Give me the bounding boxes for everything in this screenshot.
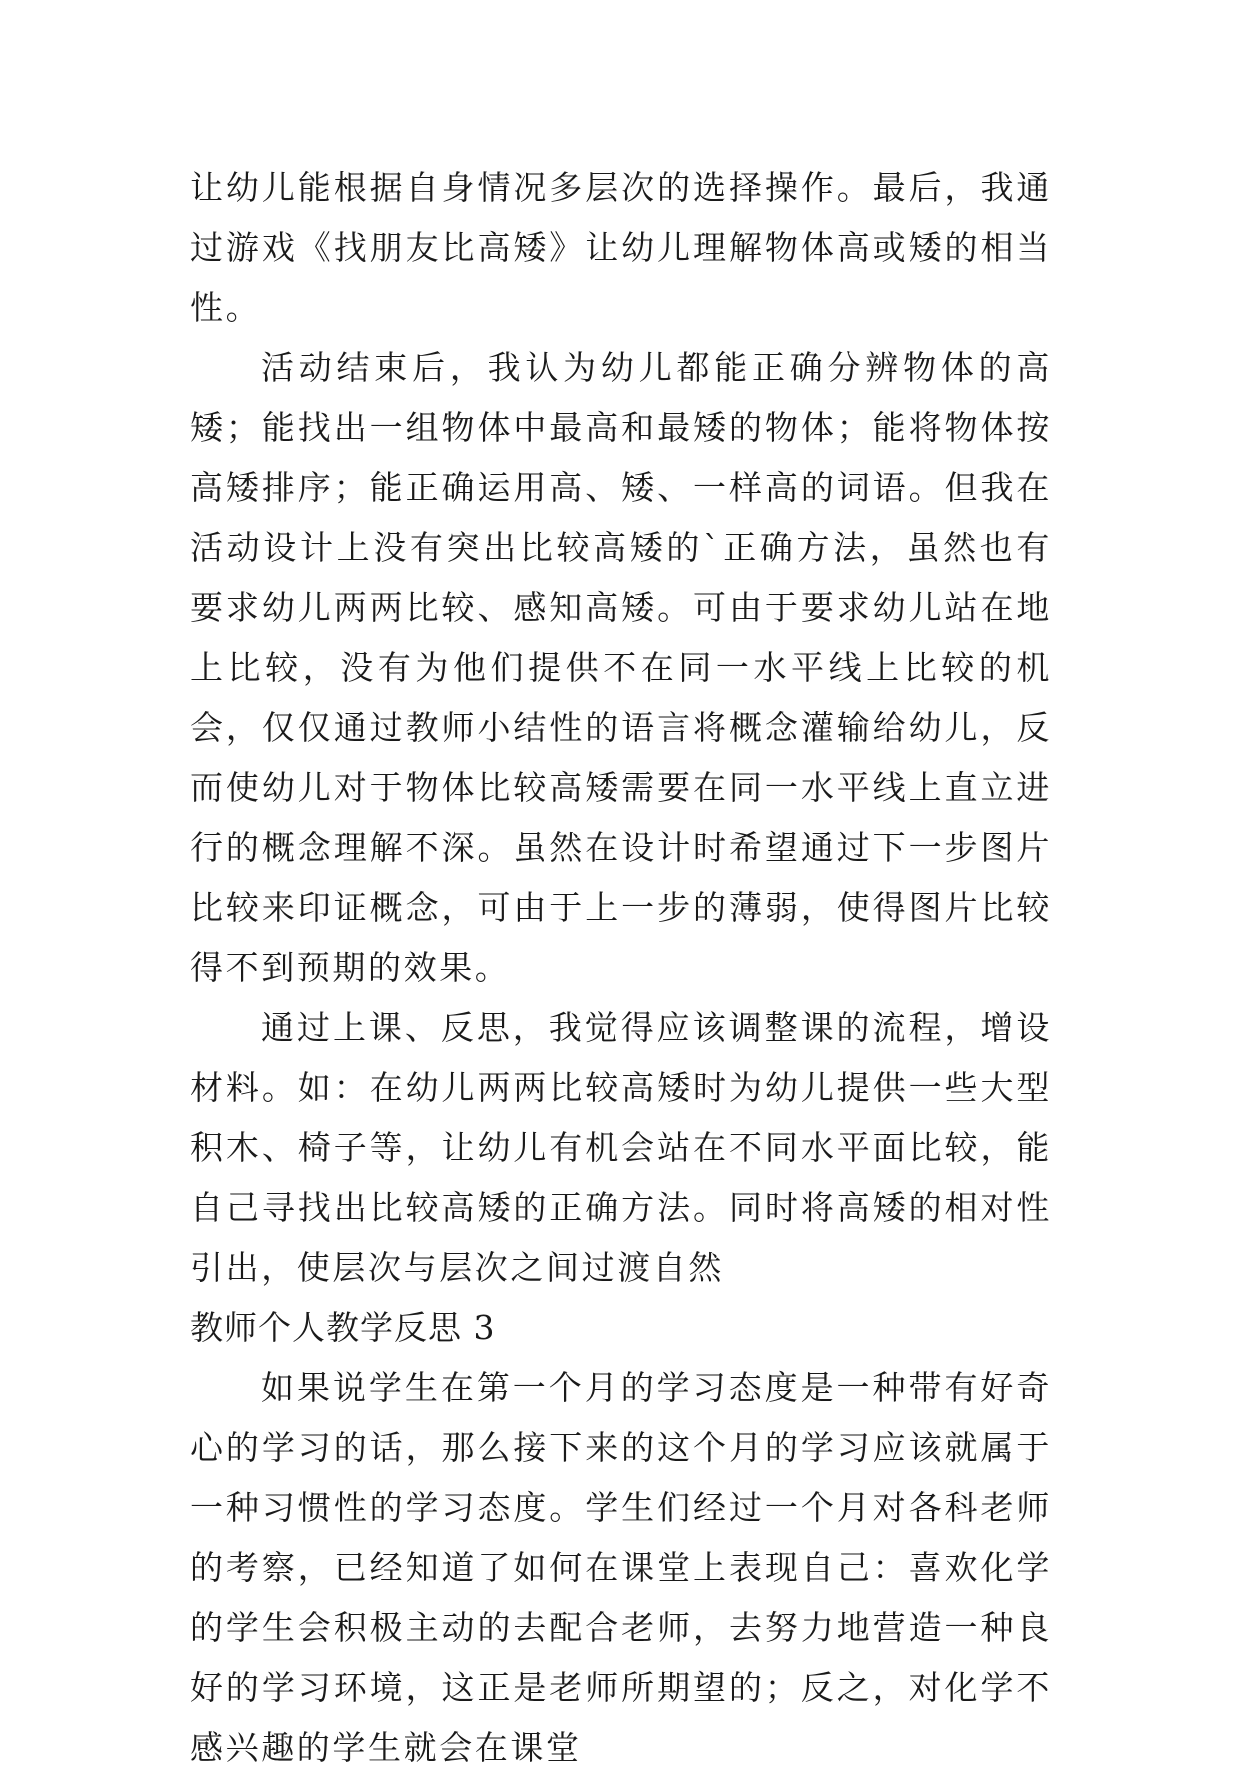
paragraph-1: 让幼儿能根据自身情况多层次的选择操作。最后，我通过游戏《找朋友比高矮》让幼儿理解物体高或矮的相当性。 — [190, 168, 1052, 327]
section-heading: 教师个人教学反思 3 — [190, 1308, 496, 1347]
paragraph-2: 活动结束后，我认为幼儿都能正确分辨物体的高矮；能找出一组物体中最高和最矮的物体；能将物体按高矮排序；能正确运用高、矮、一样高的词语。但我在活动设计上没有突出比较高矮的`正确方法，虽然也有要求幼儿两两比较、感知高矮。可由于要求幼儿站在地上比较，没有为他们提供不在同一水平线上比较的机会，仅仅通过教师小结性的语言将概念灌输给幼儿，反而使幼儿对于物体比较高矮需要在同一水平线上直立进行的概念理解不深。虽然在设计时希望通过下一步图片比较来印证概念，可由于上一步的薄弱，使得图片比较得不到预期的效果。 — [190, 348, 1052, 987]
paragraph-4: 如果说学生在第一个月的学习态度是一种带有好奇心的学习的话，那么接下来的这个月的学习应该就属于一种习惯性的学习态度。学生们经过一个月对各科老师的考察，已经知道了如何在课堂上表现自己：喜欢化学的学生会积极主动的去配合老师，去努力地营造一种良好的学习环境，这正是老师所期望的；反之，对化学不感兴趣的学生就会在课堂 — [190, 1368, 1052, 1767]
document-page — [190, 158, 1052, 1778]
paragraph-3: 通过上课、反思，我觉得应该调整课的流程，增设材料。如：在幼儿两两比较高矮时为幼儿提供一些大型积木、椅子等，让幼儿有机会站在不同水平面比较，能自己寻找出比较高矮的正确方法。同时将高矮的相对性引出，使层次与层次之间过渡自然 — [190, 1008, 1052, 1287]
